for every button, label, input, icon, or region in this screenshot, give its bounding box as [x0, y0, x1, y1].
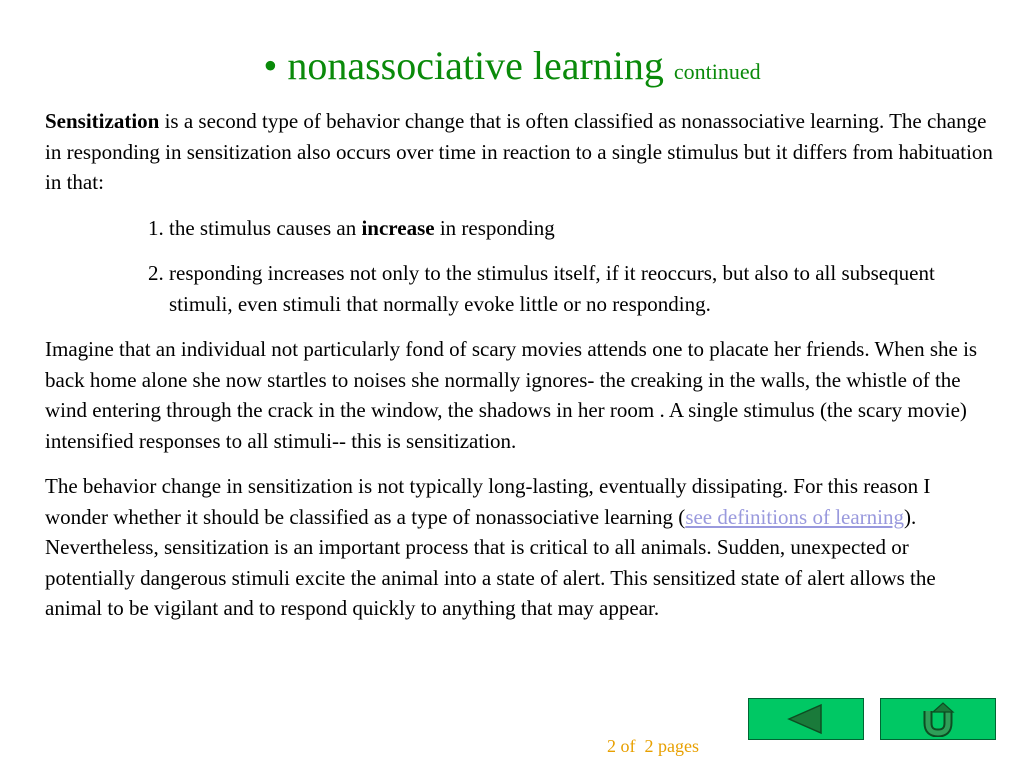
- list-item-2-text: responding increases not only to the stimulus itself, if it reoccurs, but also to all subsequent stimuli, even stimuli that normally evoke little or no responding.: [169, 261, 935, 316]
- paragraph-sensitization-text: is a second type of behavior change that is often classified as nonassociative learning. The change in responding in sensitization also occurs over time in reaction to a single stimulus but it differs from habituation in that:: [45, 109, 993, 194]
- paragraph-scary-movie-example: Imagine that an individual not particularly fond of scary movies attends one to placate her friends. When she is back home alone she now startles to noises she normally ignores- the creaking in the walls, the whistle of the wind entering through the crack in the window, the shadows in her room . A single stimulus (the scary movie) intensified responses to all stimuli-- this is sensitization.: [45, 337, 978, 453]
- return-button[interactable]: [880, 698, 996, 740]
- paragraph-conclusion-before: The behavior change in sensitization is not typically long-lasting, eventually dissipating. For this reason I wonder whether it should be classified as a type of nonassociative learning (: [45, 474, 931, 529]
- page-indicator: 2 of 2 pages: [607, 736, 699, 756]
- paragraph-conclusion: [45, 471, 995, 624]
- slide-body: [45, 106, 995, 624]
- slide-title: [0, 42, 1024, 96]
- previous-page-button[interactable]: [748, 698, 864, 740]
- term-sensitization: Sensitization: [45, 109, 160, 133]
- list-number: 1.: [148, 215, 169, 240]
- list-item-1-before: the stimulus causes an: [169, 215, 362, 240]
- list-item-1-after: in responding: [434, 215, 555, 240]
- list-item-1: [45, 213, 995, 244]
- definitions-link[interactable]: see definitions of learning: [685, 504, 904, 529]
- title-bullet: •: [263, 43, 278, 88]
- u-turn-arrow-icon: [919, 701, 957, 737]
- triangle-left-icon: [785, 702, 827, 736]
- paragraph-sensitization: [45, 106, 995, 198]
- list-item-1-bold: increase: [361, 215, 435, 240]
- title-main: nonassociative learning: [287, 43, 664, 88]
- paragraph-conclusion-after: ). Nevertheless, sensitization is an important process that is critical to all animals. Sudden, unexpected or potentially dangerous stimuli excite the animal into a state of alert. This sensitized state of alert allows the animal to be vigilant and to respond quickly to anything that may appear.: [45, 504, 936, 620]
- list-item-2: [45, 258, 995, 319]
- list-number: 2.: [148, 261, 169, 285]
- title-subtitle: continued: [673, 59, 761, 84]
